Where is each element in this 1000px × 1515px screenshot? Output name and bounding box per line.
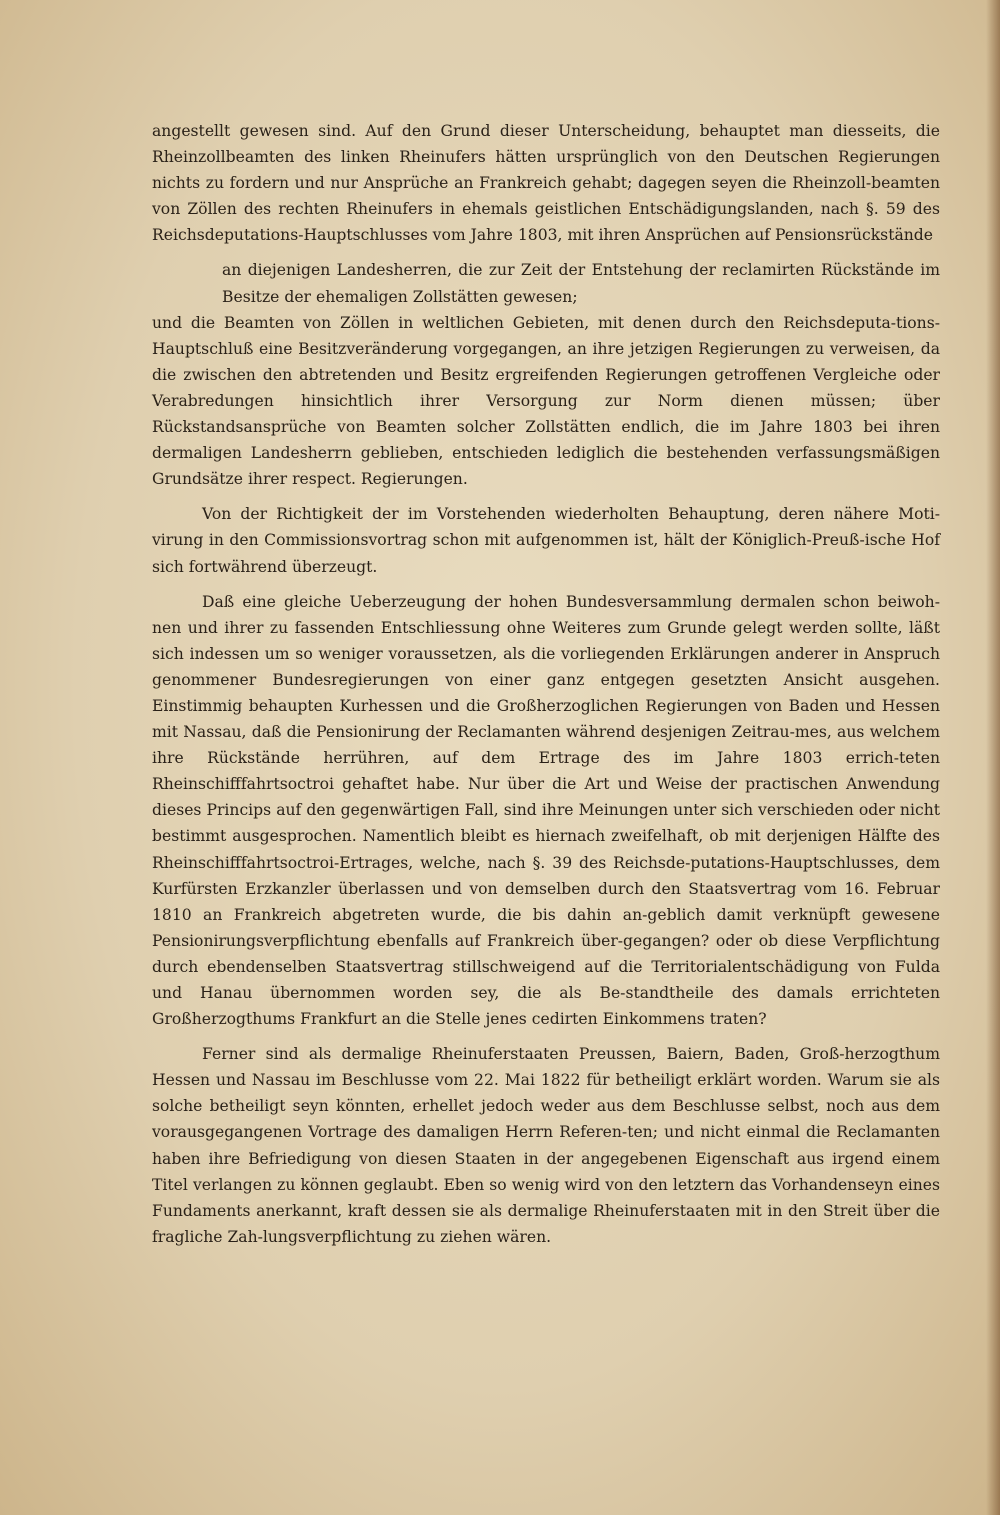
paragraph-4: Von der Richtigkeit der im Vorstehenden wiederholten Behauptung, deren nähere Moti-virung in den Commissionsvortrag schon mit aufgenommen ist, hält der Königlich-Preuß-ische Hof sich fortwährend überzeugt. — [152, 505, 940, 576]
paragraph-3: und die Beamten von Zöllen in weltlichen Gebieten, mit denen durch den Reichsdeputa-tions-Hauptschluß eine Besitzveränderung vorgegangen, an ihre jetzigen Regierungen zu verweisen, da die zwischen den abtretenden und Besitz ergreifenden Regierungen getroffenen Vergleiche oder Verabredungen hinsichtlich ihrer Versorgung zur Norm dienen müssen; über Rückstandsansprüche von Beamten solcher Zollstätten endlich, die im Jahre 1803 bei ihren dermaligen Landesherrn geblieben, entschieden lediglich die bestehenden verfassungsmäßigen Grundsätze ihrer respect. Regierungen. — [152, 313, 940, 489]
paragraph-6: Ferner sind als dermalige Rheinuferstaaten Preussen, Baiern, Baden, Groß-herzogthum Hessen und Nassau im Beschlusse vom 22. Mai 1822 für betheiligt erklärt worden. Warum sie als solche betheiligt seyn könnten, erhellet jedoch weder aus dem Beschlusse selbst, noch aus dem vorausgegangenen Vortrage des damaligen Herrn Referen-ten; und nicht einmal die Reclamanten haben ihre Befriedigung von diesen Staaten in der angegebenen Eigenschaft aus irgend einem Titel verlangen zu können geglaubt. Eben so wenig wird von den letztern das Vorhandenseyn eines Fundaments anerkannt, kraft dessen sie als dermalige Rheinuferstaaten mit in den Streit über die fragliche Zah-lungsverpflichtung zu ziehen wären. — [152, 1045, 940, 1246]
paragraph-2-indented-clause: an diejenigen Landesherren, die zur Zeit der Entstehung der reclamirten Rückstände im Besitze der ehemaligen Zollstätten gewesen; — [222, 261, 940, 306]
paragraph-5: Daß eine gleiche Ueberzeugung der hohen Bundesversammlung dermalen schon beiwoh-nen und ihrer zu fassenden Entschliessung ohne Weiteres zum Grunde gelegt werden sollte, läßt sich indessen um so weniger voraussetzen, als die vorliegenden Erklärungen anderer in Anspruch genommener Bundesregierungen von einer ganz entgegen gesetzten Ansicht ausgehen. Einstimmig behaupten Kurhessen und die Großherzoglichen Regierungen von Baden und Hessen mit Nassau, daß die Pensionirung der Reclamanten während desjenigen Zeitrau-mes, aus welchem ihre Rückstände herrühren, auf dem Ertrage des im Jahre 1803 errich-teten Rheinschifffahrtsoctroi gehaftet habe. Nur über die Art und Weise der practischen Anwendung dieses Princips auf den gegenwärtigen Fall, sind ihre Meinungen unter sich verschieden oder nicht bestimmt ausgesprochen. Namentlich bleibt es hiernach zweifelhaft, ob mit derjenigen Hälfte des Rheinschifffahrtsoctroi-Ertrages, welche, nach §. 39 des Reichsde-putations-Hauptschlusses, dem Kurfürsten Erzkanzler überlassen und von demselben durch den Staatsvertrag vom 16. Februar 1810 an Frankreich abgetreten wurde, die bis dahin an-geblich damit verknüpft gewesene Pensionirungsverpflichtung ebenfalls auf Frankreich über-gegangen? oder ob diese Verpflichtung durch ebendenselben Staatsvertrag stillschweigend auf die Territorialentschädigung von Fulda und Hanau übernommen worden sey, die als Be-standtheile des damals errichteten Großherzogthums Frankfurt an die Stelle jenes cedirten Einkommens traten? — [152, 592, 940, 1029]
page-text — [152, 118, 940, 1259]
paragraph-1: angestellt gewesen sind. Auf den Grund dieser Unterscheidung, behauptet man diesseits, die Rheinzollbeamten des linken Rheinufers hätten ursprünglich von den Deutschen Regierungen nichts zu fordern und nur Ansprüche an Frankreich gehabt; dagegen seyen die Rheinzoll-beamten von Zöllen des rechten Rheinufers in ehemals geistlichen Entschädigungslanden, nach §. 59 des Reichsdeputations-Hauptschlusses vom Jahre 1803, mit ihren Ansprüchen auf Pensionsrückstände — [152, 122, 940, 245]
page-edge-shadow — [986, 0, 1000, 1515]
